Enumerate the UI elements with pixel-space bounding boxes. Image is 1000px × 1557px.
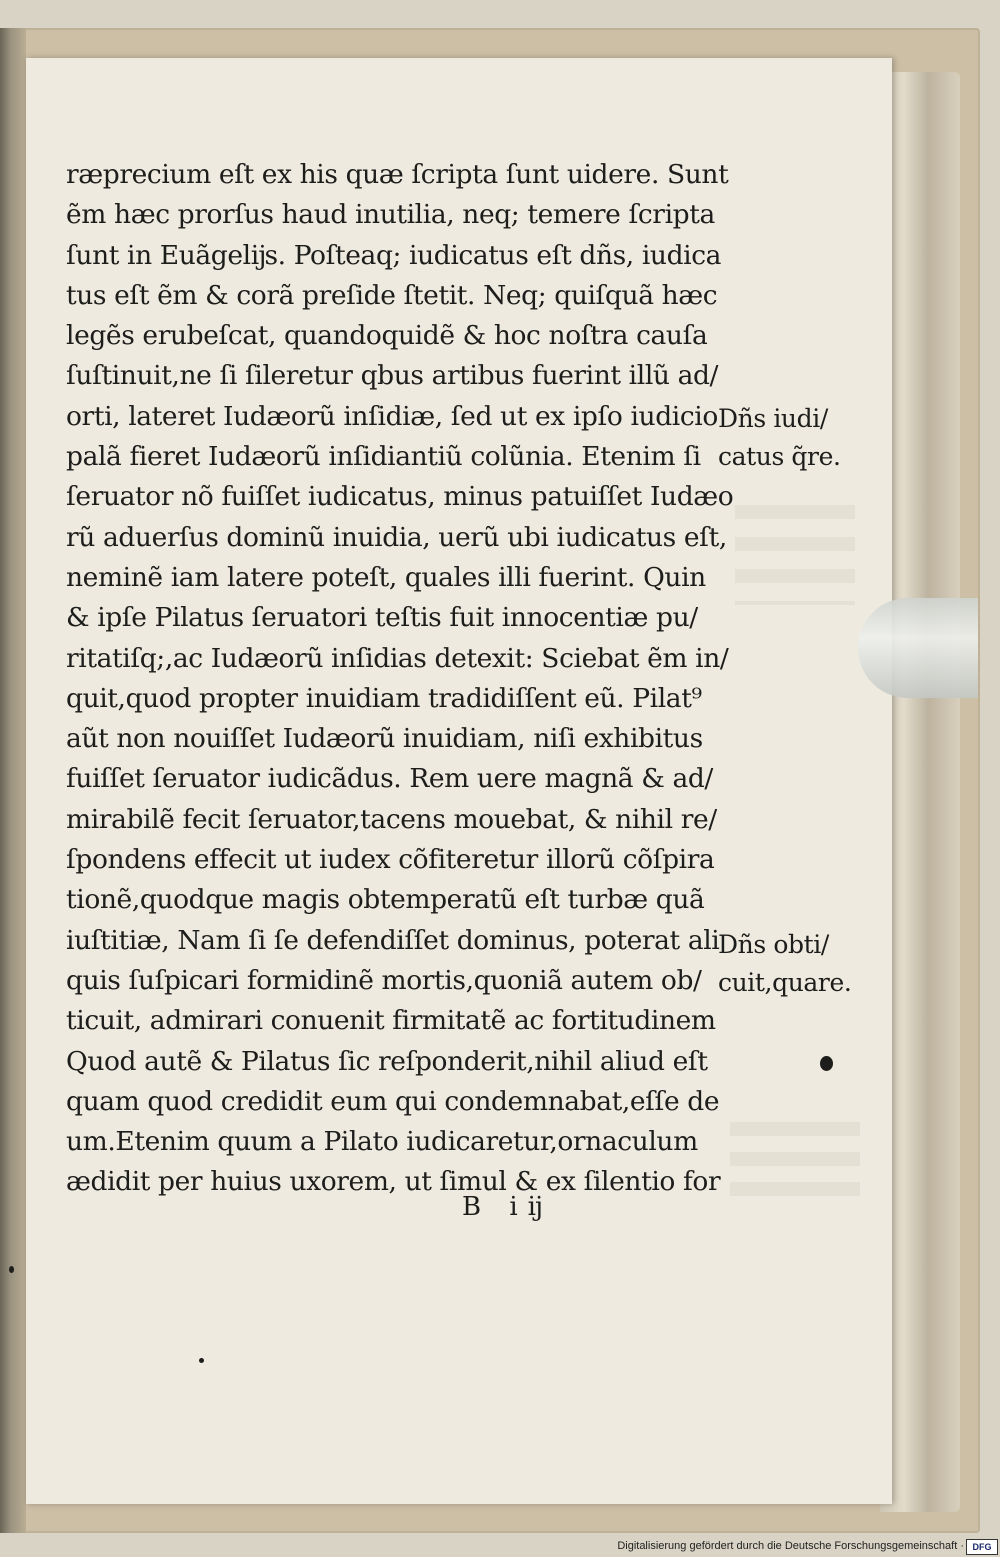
show-through-fragment: [730, 1122, 860, 1212]
margin-note-judged: [718, 400, 868, 476]
text-line: mirabilẽ fecit ſeruator,tacens mouebat, & nihil re/: [66, 803, 717, 835]
main-text-block: [66, 155, 734, 1203]
margin-note-line: cuit,quare.: [718, 968, 852, 997]
text-line: neminẽ iam latere poteſt, quales illi fuerint. Quin: [66, 561, 706, 593]
ink-spot: [9, 1266, 14, 1273]
binding-edge: [0, 28, 26, 1533]
text-line: fuiſſet ſeruator iudicãdus. Rem uere magnã & ad/: [66, 763, 713, 795]
text-line: iuſtitiæ, Nam ſi ſe defendiſſet dominus, poterat ali: [66, 924, 720, 956]
text-line: rũ aduerſus dominũ inuidia, uerũ ubi iudicatus eſt,: [66, 521, 727, 553]
text-line: ræprecium eſt ex his quæ ſcripta ſunt uidere. Sunt: [66, 159, 729, 190]
text-line: quam quod credidit eum qui condemnabat,eſſe de: [66, 1085, 720, 1117]
text-line: ritatiſq;,ac Iudæorũ inſidias detexit: Sciebat ẽm in/: [66, 642, 729, 674]
ink-spot: [820, 1056, 833, 1071]
text-line: um.Etenim quum a Pilato iudicaretur,ornaculum: [66, 1126, 698, 1158]
signature-mark: B iĳ: [462, 1192, 552, 1222]
margin-note-silent: [718, 926, 868, 1002]
text-line: ẽm hæc prorſus haud inutilia, neq; temere ſcripta: [66, 199, 715, 231]
text-line: aũt non nouiſſet Iudæorũ inuidiam, niſi exhibitus: [66, 723, 703, 755]
digitization-footer: [600, 1537, 1000, 1555]
margin-note-line: Dñs obti/: [718, 930, 829, 959]
show-through-fragment: [735, 505, 855, 605]
text-line: ſpondens effecit ut iudex cõfiteretur illorũ cõſpira: [66, 844, 715, 876]
page-stack-edge: [880, 72, 960, 1512]
text-line: ſeruator nõ fuiſſet iudicatus, minus patuiſſet Iudæo: [66, 481, 734, 513]
text-line: orti, lateret Iudæorũ inſidiæ, ſed ut ex ipſo iudicio: [66, 400, 718, 432]
ink-spot: [199, 1358, 204, 1363]
text-line: quis ſuſpicari formidinẽ mortis,quoniã autem ob/: [66, 964, 702, 996]
text-line: legẽs erubeſcat, quandoquidẽ & hoc noſtra cauſa: [66, 320, 708, 352]
text-line: palã fieret Iudæorũ inſidiantiũ colũnia. Etenim ſi: [66, 441, 701, 473]
text-line: quit,quod propter inuidiam tradidiſſent eũ. Pilat⁹: [66, 682, 702, 714]
text-line: ſunt in Euãgelĳs. Poſteaq; iudicatus eſt dñs, iudica: [66, 239, 722, 271]
page-clip: [858, 598, 978, 698]
margin-note-line: catus q̃re.: [718, 442, 841, 471]
text-line: ſuſtinuit,ne ſi ſileretur qbus artibus fuerint illũ ad/: [66, 360, 719, 392]
text-line: tus eſt ẽm & corã preſide ſtetit. Neq; quiſquã hæc: [66, 279, 718, 311]
text-line: ædidit per huius uxorem, ut ſimul & ex ſilentio for: [66, 1166, 721, 1198]
text-line: Quod autẽ & Pilatus ſic reſponderit,nihil aliud eſt: [66, 1045, 708, 1077]
text-line: & ipſe Pilatus ſeruatori teſtis fuit innocentiæ pu/: [66, 602, 698, 634]
margin-note-line: Dñs iudi/: [718, 404, 828, 433]
text-line: tionẽ,quodque magis obtemperatũ eſt turbæ quã: [66, 884, 705, 916]
text-line: ticuit, admirari conuenit firmitatẽ ac fortitudinem: [66, 1005, 716, 1037]
dfg-logo: DFG: [966, 1539, 998, 1555]
footer-credit: Digitalisierung gefördert durch die Deutsche Forschungsgemeinschaft ·: [617, 1540, 964, 1552]
